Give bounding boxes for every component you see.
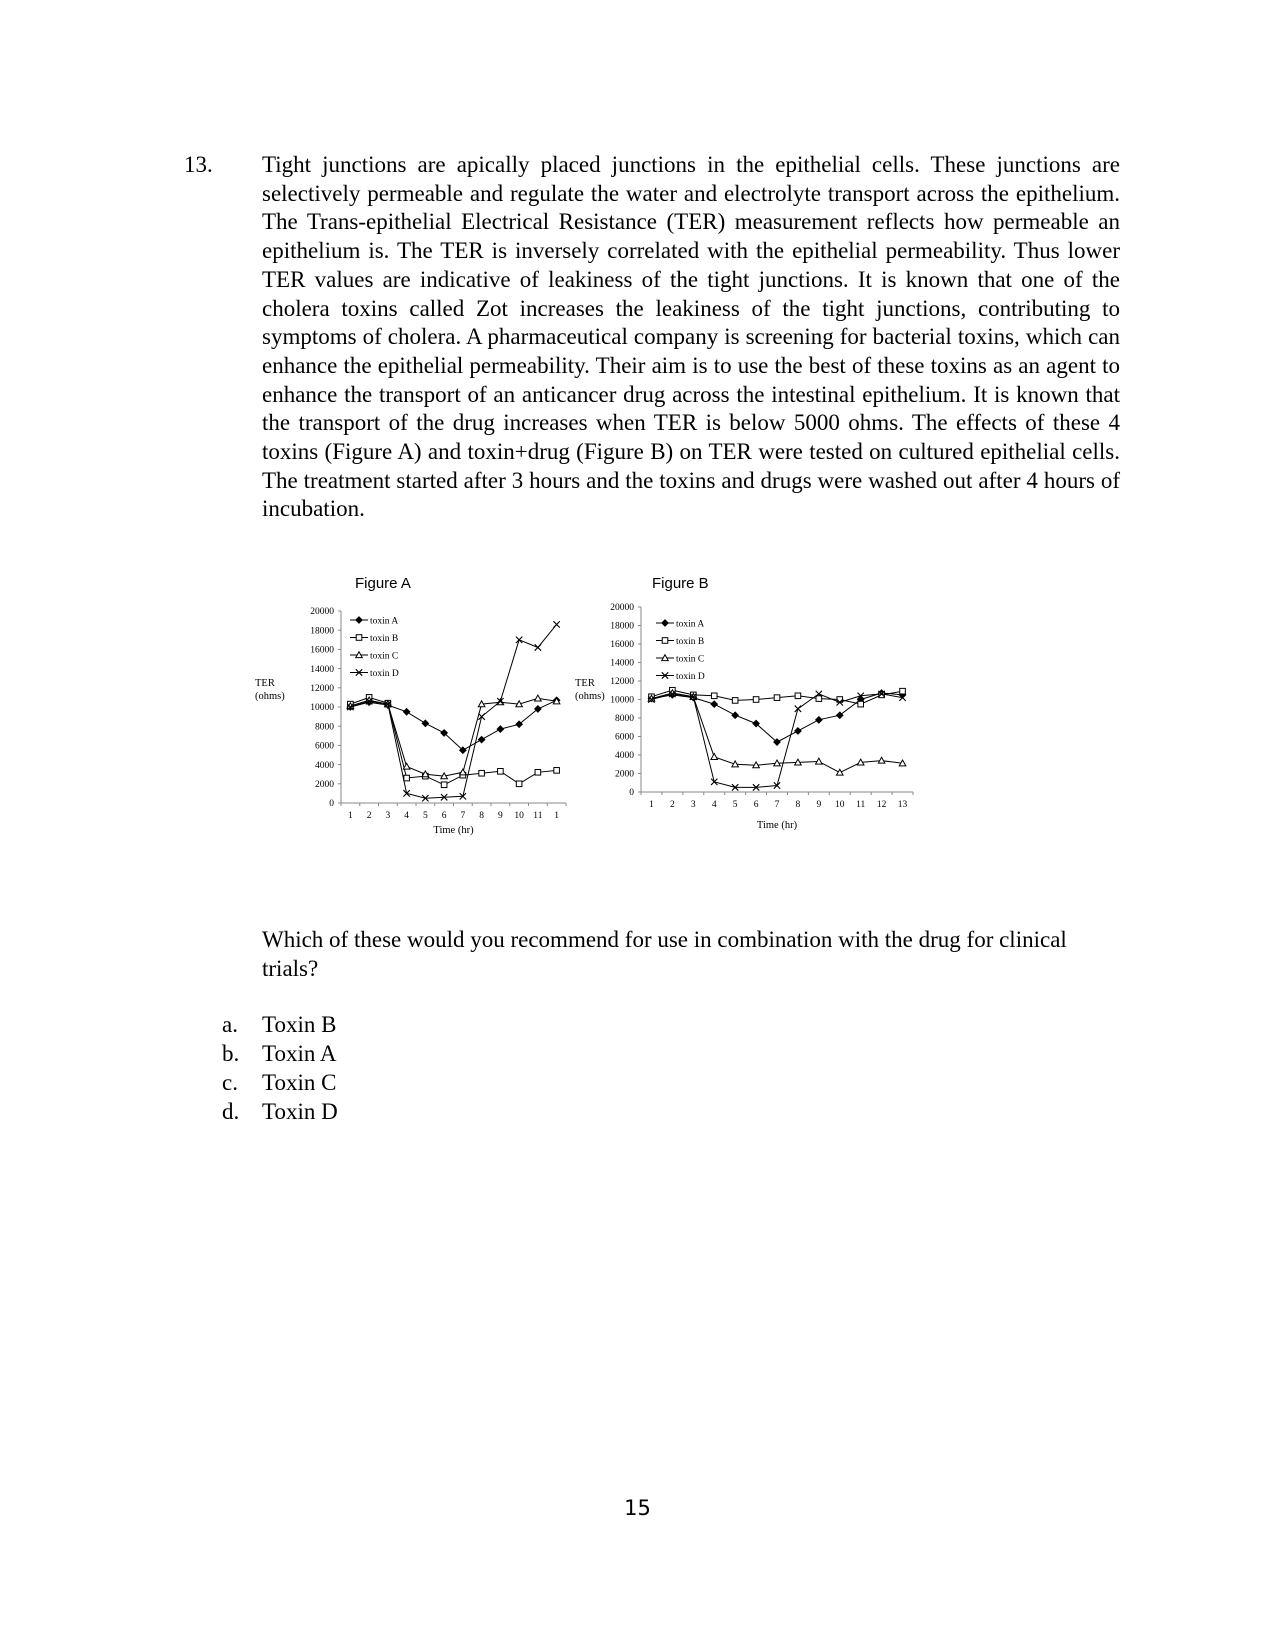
legend-marker [662,638,668,644]
data-point [478,736,484,742]
y-tick-label: 6000 [615,732,634,743]
data-point [422,720,428,726]
y-axis-label: (ohms) [575,691,605,702]
option-letter: b. [222,1041,240,1066]
x-tick-label: 8 [795,800,801,810]
y-tick-label: 14000 [610,658,634,669]
legend-marker [662,620,668,626]
y-tick-label: 20000 [310,607,334,618]
option-text: Toxin D [262,1099,338,1124]
x-tick-label: 5 [732,800,738,810]
option-text: Toxin A [262,1041,337,1066]
option-letter: d. [222,1099,240,1124]
x-tick-label: 7 [460,811,466,821]
legend-entry [350,669,399,679]
legend-label: toxin C [370,651,399,662]
x-tick-label: 4 [711,800,717,810]
data-point [836,769,843,775]
data-point [795,706,801,712]
data-point [816,717,822,723]
legend-label: toxin B [370,633,399,644]
data-point [554,768,560,774]
y-tick-label: 10000 [610,695,634,706]
legend-entry [350,651,398,661]
y-tick-label: 2000 [315,780,334,790]
x-tick-label: 1 [649,800,654,810]
legend-entry [656,619,704,629]
data-point [403,709,409,715]
y-tick-label: 12000 [610,677,634,688]
y-axis-label: (ohms) [255,691,285,702]
y-tick-label: 8000 [315,722,334,733]
figure-title: Figure A [355,575,411,592]
y-tick-label: 4000 [315,760,334,771]
data-point [498,769,504,775]
x-tick-label: 1 [348,811,353,821]
y-axis-label: TER [255,678,275,689]
x-tick-label: 7 [774,800,780,810]
y-tick-label: 18000 [610,621,634,632]
option-letter: a. [222,1012,238,1037]
x-tick-label: 3 [690,800,696,810]
data-point [753,697,759,703]
data-point [535,644,541,650]
x-tick-label: 11 [856,800,866,810]
x-tick-label: 2 [366,811,372,821]
series-toxin-C [347,695,560,779]
data-point [879,692,885,698]
data-point [479,770,485,776]
x-tick-label: 9 [498,811,503,821]
legend-label: toxin D [676,671,705,682]
data-point [516,781,522,787]
x-tick-label: 12 [876,800,887,810]
y-tick-label: 2000 [615,769,634,780]
x-tick-label: 10 [514,811,524,821]
data-point [441,782,447,788]
y-tick-label: 0 [629,788,634,799]
data-point [535,695,542,701]
legend-entry [350,616,398,626]
data-point [774,695,780,701]
legend-label: toxin A [676,619,705,630]
figure-b-chart [560,570,940,850]
series-toxin-C [648,690,906,775]
y-tick-label: 6000 [315,741,334,752]
y-tick-label: 16000 [610,640,634,651]
legend-entry [656,654,704,664]
data-point [497,726,503,732]
legend-entry [350,634,398,644]
x-tick-label: 6 [441,811,447,821]
legend-marker [356,635,362,641]
data-point [478,713,484,719]
y-tick-label: 4000 [615,751,634,762]
data-point [795,728,801,734]
x-tick-label: 1 [554,811,559,821]
legend-label: toxin C [676,654,705,665]
question-number: 13. [184,152,213,177]
x-tick-label: 13 [897,800,908,810]
data-point [516,637,522,643]
series-line [350,700,556,750]
data-point [711,693,717,699]
data-point [403,763,410,769]
x-axis-label: Time (hr) [433,825,474,836]
x-tick-label: 4 [404,811,409,821]
data-point [404,775,410,781]
answer-options [222,1010,338,1126]
x-axis-label: Time (hr) [756,820,798,831]
x-tick-label: 2 [670,800,675,810]
data-point [732,712,738,718]
legend-label: toxin A [370,616,399,627]
data-point [900,688,906,694]
option-text: Toxin C [262,1070,337,1095]
legend-label: toxin D [370,668,399,679]
data-point [858,701,864,707]
y-tick-label: 20000 [610,603,634,614]
data-point [553,621,559,627]
question-prompt: Which of these would you recommend for use in combination with the drug for clinical trials? [262,927,1067,981]
answer-option-d[interactable] [222,1097,338,1126]
option-letter: c. [222,1070,238,1095]
data-point [711,701,717,707]
data-point [711,754,718,760]
legend-marker [356,617,362,623]
x-tick-label: 3 [385,811,391,821]
x-tick-label: 5 [423,811,428,821]
figure-a-chart [240,570,590,850]
data-point [878,757,885,763]
answer-option-a[interactable] [222,1010,338,1039]
y-tick-label: 0 [329,799,334,810]
answer-option-b[interactable] [222,1039,338,1068]
y-tick-label: 16000 [310,645,334,656]
answer-option-c[interactable] [222,1068,338,1097]
question-text: Tight junctions are apically placed junctions in the epithelial cells. These junctions are selectively permeable and regulate the water and electrolyte transport across the epithelium. The Trans-epithelial Electrical Resistance (TER) measurement reflects how permeable an epithelium is. The TER is inversely correlated with the epithelial permeability. Thus lower TER values are indicative of leakiness of the tight junctions. It is known that one of the cholera toxins called Zot increases the leakiness of the tight junctions, contributing to symptoms of cholera. A pharmaceutical company is screening for bacterial toxins, which can enhance the epithelial permeability. Their aim is to use the best of these toxins as an agent to enhance the transport of an anticancer drug across the intestinal epithelium. It is known that the transport of the drug increases when TER is below 5000 ohms. The effects of these 4 toxins (Figure A) and toxin+drug (Figure B) on TER were tested on cultured epithelial cells. The treatment started after 3 hours and the toxins and drugs were washed out after 4 hours of incubation. [262,152,1120,522]
series-line [350,698,556,776]
option-text: Toxin B [262,1012,337,1037]
y-axis-label: TER [575,678,595,689]
data-point [732,698,738,704]
page-number: 15 [624,1496,651,1520]
data-point [795,693,801,699]
data-point [535,769,541,775]
data-point [711,779,717,785]
y-tick-label: 18000 [310,626,334,637]
x-tick-label: 8 [479,811,484,821]
series-toxin-A [347,697,560,753]
x-tick-label: 6 [753,800,759,810]
y-tick-label: 14000 [310,664,334,675]
x-tick-label: 10 [835,800,845,810]
legend-entry [656,637,704,647]
legend-entry [656,672,705,682]
figure-title: Figure B [652,575,709,592]
x-tick-label: 11 [533,811,543,821]
y-tick-label: 10000 [310,703,334,714]
y-tick-label: 8000 [615,714,634,725]
x-tick-label: 9 [816,800,822,810]
legend-label: toxin B [676,636,705,647]
y-tick-label: 12000 [310,684,334,694]
